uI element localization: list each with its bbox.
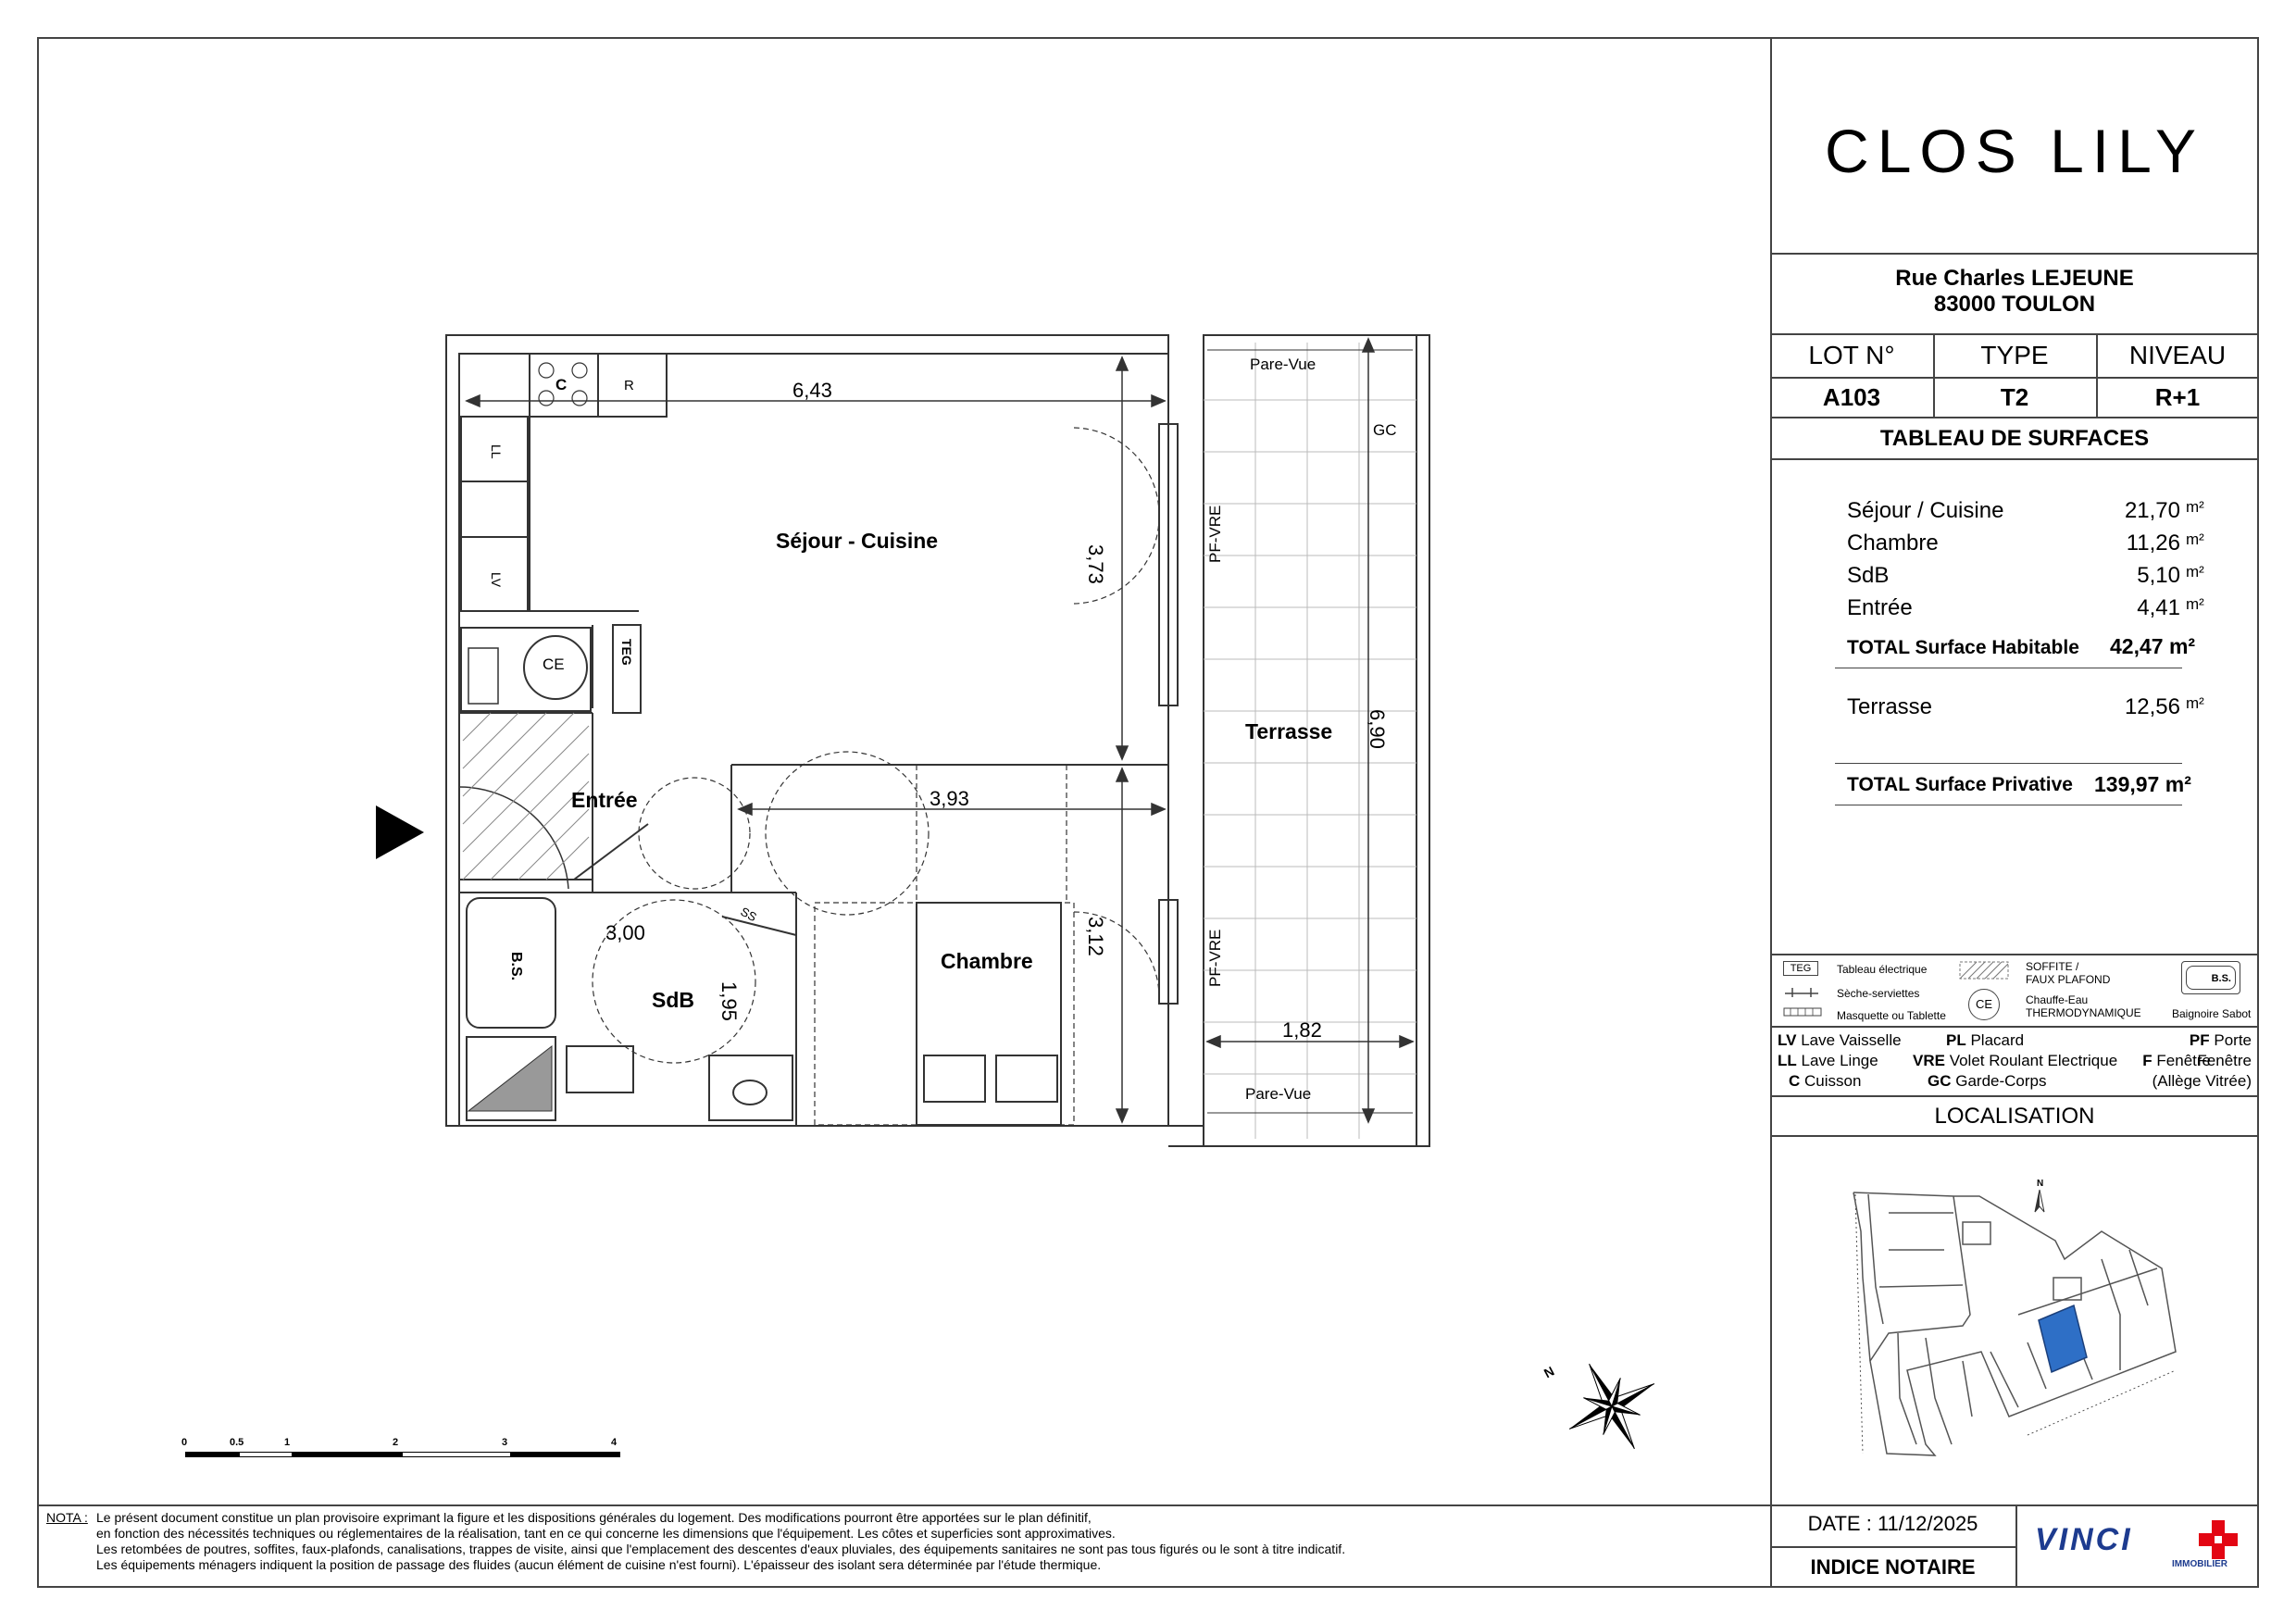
scale-tick-label: 4	[611, 1437, 618, 1448]
dimension-3-73: 3,73	[1084, 544, 1107, 584]
room-label-chambre: Chambre	[941, 949, 1033, 973]
label-lave-vaisselle: LV	[489, 572, 504, 588]
label-cuisson: C	[555, 376, 568, 393]
dimension-3-93: 3,93	[930, 787, 969, 810]
chauffe-legend-label-2: THERMODYNAMIQUE	[2026, 1006, 2141, 1019]
address-line-2: 83000 TOULON	[1933, 292, 2096, 317]
dimension-3-00: 3,00	[605, 921, 645, 944]
niveau-value: R+1	[2154, 383, 2201, 411]
lot-header-line	[1770, 377, 2259, 379]
address-line-1: Rue Charles LEJEUNE	[1895, 266, 2134, 291]
surface-row-label: SdB	[1847, 563, 1890, 588]
label-ce: CE	[543, 655, 565, 673]
abbr-pf: PF Porte Fenêtre	[2189, 1031, 2252, 1069]
label-pf-vre-chambre: PF-VRE	[1206, 929, 1224, 987]
abbr-ll: LL Lave Linge	[1778, 1052, 1878, 1069]
abbr-f: F Fenêtre	[2142, 1052, 2211, 1069]
towel-dryer-icon	[1783, 984, 1820, 999]
label-pf-vre-sejour: PF-VRE	[1206, 505, 1224, 563]
surface-row-unit: m²	[2186, 595, 2204, 613]
label-pare-vue-top: Pare-Vue	[1250, 356, 1316, 373]
legend-bottom-line	[1770, 1026, 2259, 1028]
surfaces-title-line	[1770, 458, 2259, 460]
surface-row-label: Séjour / Cuisine	[1847, 498, 2004, 523]
chauffe-legend-label-1: Chauffe-Eau	[2026, 993, 2089, 1006]
vinci-logo-sub: IMMOBILIER	[2172, 1559, 2227, 1569]
teg-legend-label: Tableau électrique	[1837, 963, 1928, 976]
notes-line: en fonction des nécessités techniques ou réglementaires de la réalisation, tant en ce qui concerne les dimensions que l'équipement. Les côtes et superficies sont approximatives.	[96, 1526, 1116, 1541]
notes-line: Les retombées de poutres, soffites, faux-plafonds, canalisations, trappes de visite, ainsi que l'emplacement des descentes d'eaux pluviales, des équipements sanitaires ne sont pas tous figurés ou le sont à titre indicatif.	[96, 1542, 1346, 1556]
surface-row-label: Entrée	[1847, 595, 1913, 620]
type-value: T2	[2000, 383, 2029, 411]
niveau-header: NIVEAU	[2128, 341, 2227, 369]
compass-north-label: N	[1541, 1363, 1557, 1381]
soffite-hatch-icon	[1959, 961, 2009, 980]
teg-symbol: TEG	[1783, 961, 1818, 976]
surface-row-value: 4,41	[2137, 595, 2180, 620]
type-header: TYPE	[1980, 341, 2049, 369]
label-garde-corps: GC	[1373, 421, 1397, 439]
abbr-lv: LV Lave Vaisselle	[1778, 1031, 1902, 1049]
label-pare-vue-bottom: Pare-Vue	[1245, 1085, 1312, 1103]
localisation-north-arrow-icon	[2033, 1190, 2046, 1214]
bath-code: B.S.	[2186, 966, 2236, 990]
footer-top-line	[37, 1504, 2259, 1506]
title-bottom-line	[1770, 253, 2259, 255]
abbr-allege: (Allège Vitrée)	[2152, 1072, 2252, 1090]
bath-legend-label: Baignoire Sabot	[2172, 1007, 2252, 1020]
label-teg: TEG	[619, 639, 634, 666]
date-label: DATE : 11/12/2025	[1807, 1512, 1978, 1535]
label-lave-linge: LL	[489, 444, 504, 459]
total-privative-value: 139,97 m²	[2094, 772, 2191, 796]
dimension-6-90: 6,90	[1366, 709, 1389, 749]
total-habitable-value: 42,47 m²	[2110, 634, 2196, 658]
vinci-logo	[2035, 1518, 2248, 1574]
surface-row-label: Chambre	[1847, 531, 1939, 556]
address-bottom-line	[1770, 333, 2259, 335]
masquette-icon	[1783, 1007, 1822, 1017]
vinci-logo-text: VINCI	[2035, 1522, 2133, 1557]
surface-row-unit: m²	[2186, 563, 2204, 581]
scale-bar	[181, 1437, 620, 1459]
room-label-entree: Entrée	[571, 788, 638, 812]
localisation-north-label: N	[2037, 1179, 2044, 1189]
scale-tick-label: 0	[181, 1437, 188, 1448]
privative-overline	[1835, 763, 2182, 764]
compass-rose-icon	[1541, 1347, 1671, 1458]
lot-highlight	[2039, 1305, 2087, 1372]
terrace-label: Terrasse	[1847, 694, 1933, 719]
room-label-terrasse: Terrasse	[1245, 719, 1333, 743]
legend-top-line	[1770, 954, 2259, 955]
label-baignoire-sabot: B.S.	[508, 952, 524, 981]
brand-divider	[2015, 1504, 2017, 1588]
ce-legend-symbol: CE	[1968, 989, 2000, 1020]
lot-value-line	[1770, 417, 2259, 418]
entrance-arrow-icon	[374, 804, 426, 861]
scale-tick-label: 3	[502, 1437, 508, 1448]
notes-line: Le présent document constitue un plan provisoire exprimant la figure et les dispositions générales du logement. Des modifications pourront être apportées sur le plan définitif,	[96, 1510, 1092, 1525]
localisation-line	[1770, 1135, 2259, 1137]
abbr-pl: PL Placard	[1946, 1031, 2025, 1049]
soffite-legend-label-1: SOFFITE /	[2026, 960, 2079, 973]
scale-tick-label: 1	[284, 1437, 291, 1448]
surfaces-title: TABLEAU DE SURFACES	[1879, 426, 2150, 451]
indice-label: INDICE NOTAIRE	[1810, 1555, 1976, 1579]
project-title: CLOS LILY	[1825, 117, 2204, 185]
soffite-legend-label-2: FAUX PLAFOND	[2026, 973, 2111, 986]
notes-line: Les équipements ménagers indiquent la position de passage des fluides (aucun élément de cuisine n'est fourni). L'épaisseur des isolant sera déterminée par l'étude thermique.	[96, 1557, 1102, 1572]
label-refrigerateur: R	[624, 378, 634, 393]
bath-legend-symbol	[2181, 961, 2240, 994]
scale-tick-label: 2	[393, 1437, 399, 1448]
abbr-c: C Cuisson	[1789, 1072, 1862, 1090]
terrace-value: 12,56	[2124, 694, 2180, 719]
dimension-3-12: 3,12	[1084, 917, 1107, 956]
total-privative-label: TOTAL Surface Privative	[1847, 774, 2073, 795]
abbr-bottom-line	[1770, 1095, 2259, 1097]
notes-label: NOTA :	[46, 1510, 88, 1525]
location-map	[1842, 1176, 2185, 1463]
terrace-unit: m²	[2186, 694, 2204, 712]
dimension-1-82: 1,82	[1282, 1018, 1322, 1042]
room-label-sejour: Séjour - Cuisine	[776, 529, 939, 553]
date-line	[1770, 1546, 2015, 1548]
surface-row-value: 11,26	[2126, 531, 2180, 556]
abbr-vre: VRE Volet Roulant Electrique	[1913, 1052, 2118, 1069]
surface-row-value: 5,10	[2137, 563, 2180, 588]
masquette-legend-label: Masquette ou Tablette	[1837, 1009, 1946, 1022]
lot-header: LOT N°	[1808, 341, 1895, 369]
abbr-gc: GC Garde-Corps	[1928, 1072, 2047, 1090]
surface-row-unit: m²	[2186, 531, 2204, 548]
surface-row-unit: m²	[2186, 498, 2204, 516]
total-habitable-label: TOTAL Surface Habitable	[1847, 637, 2079, 658]
dimension-6-43: 6,43	[792, 379, 832, 402]
vinci-cross-icon	[2197, 1518, 2240, 1561]
surface-row-value: 21,70	[2124, 498, 2180, 523]
seche-legend-label: Sèche-serviettes	[1837, 987, 1920, 1000]
scale-tick-label: 0.5	[230, 1437, 244, 1448]
label-seche-serviettes: SS	[738, 904, 759, 925]
lot-value: A103	[1822, 383, 1881, 411]
room-label-sdb: SdB	[652, 988, 694, 1012]
localisation-title: LOCALISATION	[1934, 1104, 2095, 1129]
dimension-1-95: 1,95	[718, 981, 741, 1021]
